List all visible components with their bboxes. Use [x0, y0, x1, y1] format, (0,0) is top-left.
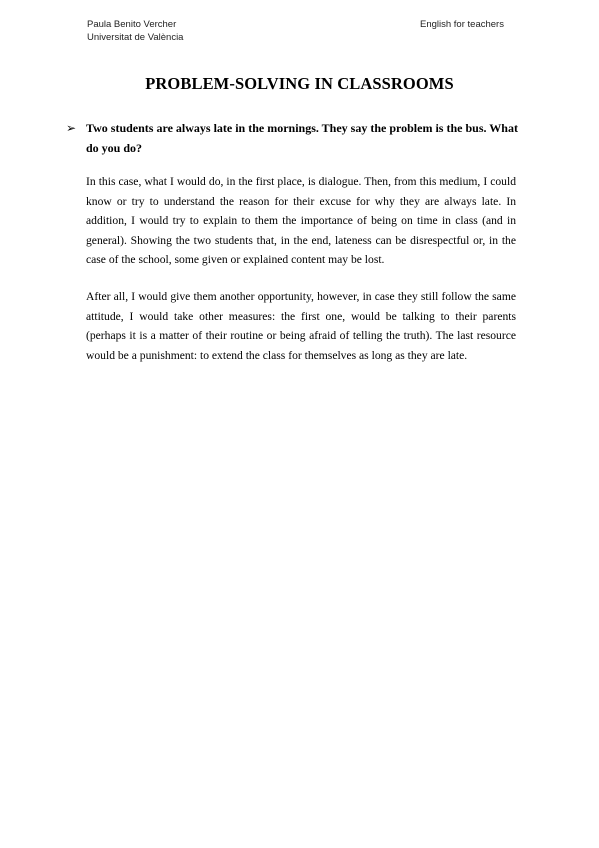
author-name: Paula Benito Vercher [87, 19, 177, 30]
answer-paragraph-1: In this case, what I would do, in the first place, is dialogue. Then, from this medium, I could know or try to understand the reason for their excuse for why they are always late. In addition, I would try to explain to them the importance of being on time in class (and in general). Showing the two students that, in the end, lateness can be disrespectful or, in the case of the school, some given or explained content may be lost. [86, 175, 516, 267]
university-name: Universitat de València [87, 32, 184, 43]
question-text: Two students are always late in the mornings. They say the problem is the bus. What do you do? [86, 121, 518, 155]
document-title: PROBLEM-SOLVING IN CLASSROOMS [145, 74, 454, 93]
course-name: English for teachers [420, 19, 504, 30]
page-header-left [87, 18, 183, 44]
question-item [66, 118, 526, 158]
arrow-bullet-icon: ➢ [66, 121, 77, 135]
answer-paragraph-2: After all, I would give them another opportunity, however, in case they still follow the same attitude, I would take other measures: the first one, would be talking to their parents (perhaps it is a matter of their routine or being afraid of telling the truth). The last resource would be a punishment: to extend the class for themselves as long as they are late. [86, 290, 516, 362]
